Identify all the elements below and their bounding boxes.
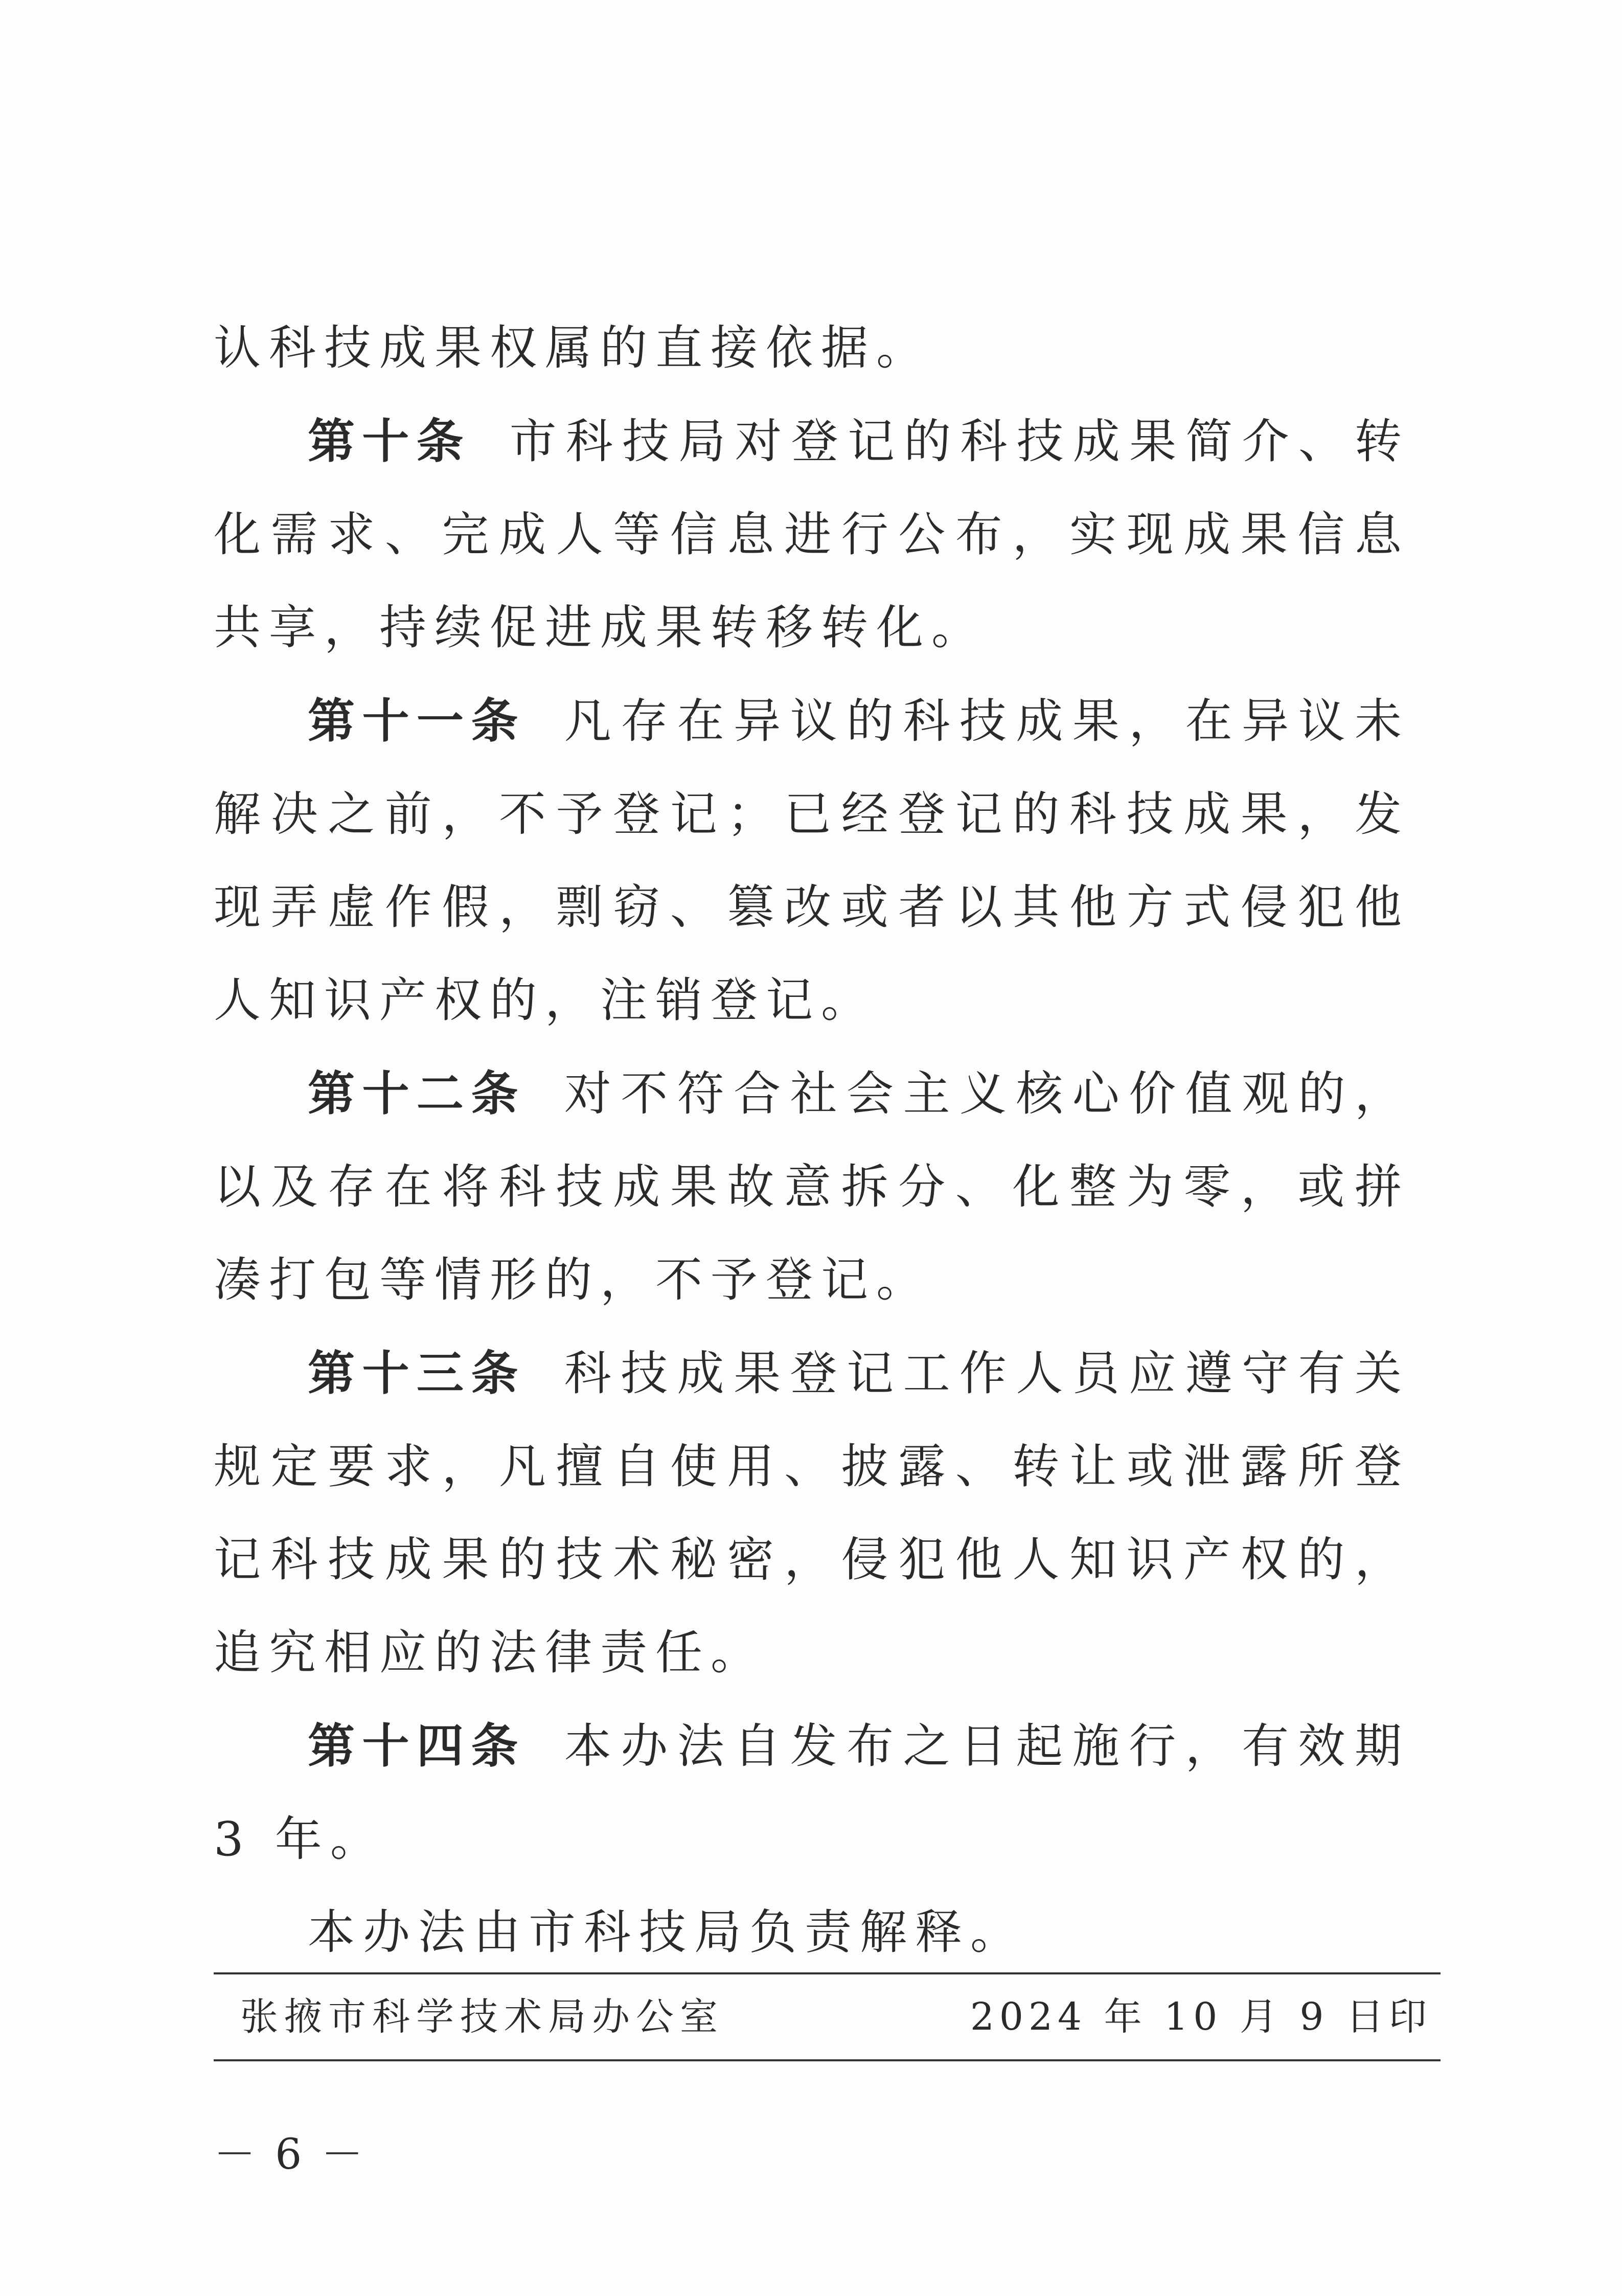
article-text: 科技成果登记工作人员应遵守有关规定要求，凡擅自使用、披露、转让或泄露所登记科技成果的技术秘密，侵犯他人知识产权的，追究相应的法律责任。 xyxy=(214,1346,1410,1680)
article-text: 本办法自发布之日起施行，有效期 3 年。 xyxy=(214,1719,1410,1867)
imprint-top-rule xyxy=(214,1972,1441,1974)
interpretation-note xyxy=(214,1886,1410,1979)
article-10 xyxy=(214,395,1410,674)
article-12 xyxy=(214,1047,1410,1327)
imprint-organization: 张掖市科学技术局办公室 xyxy=(240,1995,724,2039)
article-text: 凡存在异议的科技成果，在异议未解决之前，不予登记；已经登记的科技成果，发现弄虚作假，剽窃、篡改或者以其他方式侵犯他人知识产权的，注销登记。 xyxy=(214,694,1410,1028)
article-label: 第十二条 xyxy=(308,1066,526,1121)
article-label: 第十一条 xyxy=(308,693,526,748)
paragraph-text: 认科技成果权属的直接依据。 xyxy=(214,321,932,375)
article-text: 对不符合社会主义核心价值观的，以及存在将科技成果故意拆分、化整为零，或拼凑打包等情形的，不予登记。 xyxy=(214,1066,1410,1307)
page-number: － 6 － xyxy=(214,2130,367,2179)
article-14 xyxy=(214,1699,1410,1886)
imprint-date: 2024 年 10 月 9 日印 xyxy=(970,1995,1432,2039)
article-11 xyxy=(214,674,1410,1047)
article-label: 第十四条 xyxy=(308,1718,526,1774)
paragraph-continuation xyxy=(214,302,1410,395)
article-text: 市科技局对登记的科技成果简介、转化需求、完成人等信息进行公布，实现成果信息共享，持续促进成果转移转化。 xyxy=(214,414,1410,655)
paragraph-text: 本办法由市科技局负责解释。 xyxy=(308,1905,1026,1960)
article-label: 第十三条 xyxy=(308,1346,526,1401)
imprint-bottom-rule xyxy=(214,2059,1441,2061)
document-body xyxy=(214,302,1410,1979)
article-13 xyxy=(214,1327,1410,1699)
article-label: 第十条 xyxy=(308,414,471,469)
